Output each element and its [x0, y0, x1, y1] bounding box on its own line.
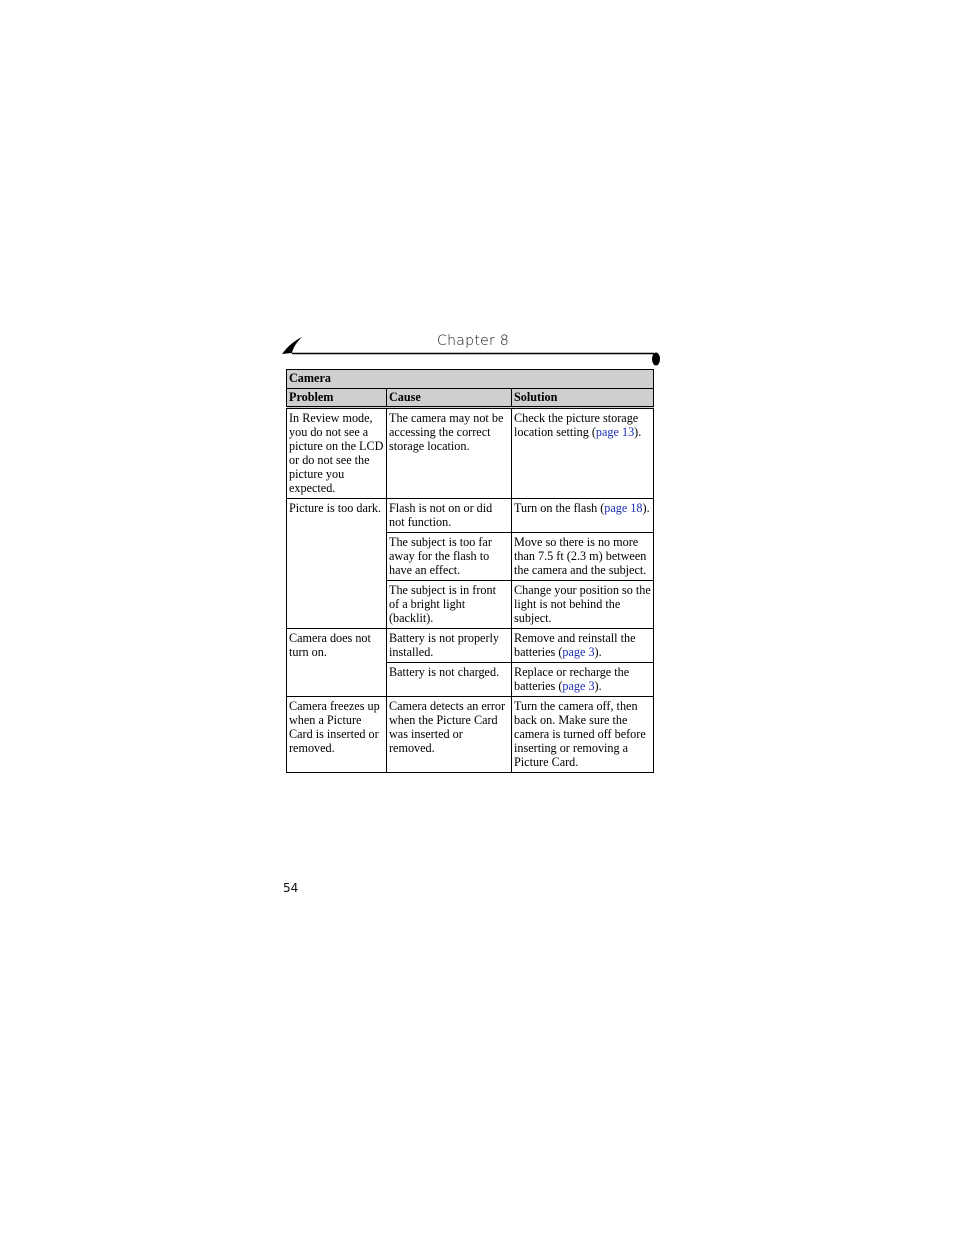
page-link[interactable]: page 3: [562, 645, 595, 659]
chapter-header: [282, 332, 662, 368]
page-link[interactable]: page 13: [595, 425, 635, 439]
page-link[interactable]: page 18: [604, 501, 643, 515]
table-row: [287, 499, 654, 533]
page-link[interactable]: page 3: [562, 679, 595, 693]
solution-cell: [512, 629, 654, 663]
solution-cell: [512, 663, 654, 697]
problem-cell: Camera does not turn on.: [287, 629, 387, 697]
solution-text: Replace or recharge the batteries (: [514, 665, 630, 693]
page-number: 54: [283, 881, 299, 895]
solution-text-end: ).: [594, 645, 602, 659]
chapter-title: Chapter 8: [437, 333, 510, 349]
solution-text-end: ).: [594, 679, 602, 693]
cause-cell: Battery is not charged.: [387, 663, 512, 697]
cause-cell: The subject is too far away for the flash to have an effect.: [387, 533, 512, 581]
column-header-problem: Problem: [287, 389, 387, 408]
cause-cell: Flash is not on or did not function.: [387, 499, 512, 533]
cause-cell: The camera may not be accessing the correct storage location.: [387, 408, 512, 499]
problem-cell: Camera freezes up when a Picture Card is inserted or removed.: [287, 697, 387, 773]
cause-cell: The subject is in front of a bright light (backlit).: [387, 581, 512, 629]
table-header-row: [287, 389, 654, 408]
table-row: [287, 408, 654, 499]
solution-cell: Move so there is no more than 7.5 ft (2.3 m) between the camera and the subject.: [512, 533, 654, 581]
problem-cell: Picture is too dark.: [287, 499, 387, 629]
troubleshooting-table: [286, 369, 654, 773]
table-title: Camera: [287, 370, 654, 389]
solution-text: Remove and reinstall the batteries (: [514, 631, 636, 659]
cause-cell: Camera detects an error when the Picture Card was inserted or removed.: [387, 697, 512, 773]
solution-text: Turn on the flash (: [514, 501, 605, 515]
solution-text: Check the picture storage location setting (: [514, 411, 639, 439]
cause-cell: Battery is not properly installed.: [387, 629, 512, 663]
solution-cell: [512, 408, 654, 499]
solution-text-end: ).: [634, 425, 642, 439]
solution-text-end: ).: [642, 501, 650, 515]
solution-cell: [512, 499, 654, 533]
column-header-cause: Cause: [387, 389, 512, 408]
solution-cell: Change your position so the light is not behind the subject.: [512, 581, 654, 629]
column-header-solution: Solution: [512, 389, 654, 408]
table-row: [287, 697, 654, 773]
table-title-row: [287, 370, 654, 389]
table-row: [287, 629, 654, 663]
solution-cell: Turn the camera off, then back on. Make sure the camera is turned off before inserting or removing a Picture Card.: [512, 697, 654, 773]
problem-cell: In Review mode, you do not see a picture on the LCD or do not see the picture you expected.: [287, 408, 387, 499]
